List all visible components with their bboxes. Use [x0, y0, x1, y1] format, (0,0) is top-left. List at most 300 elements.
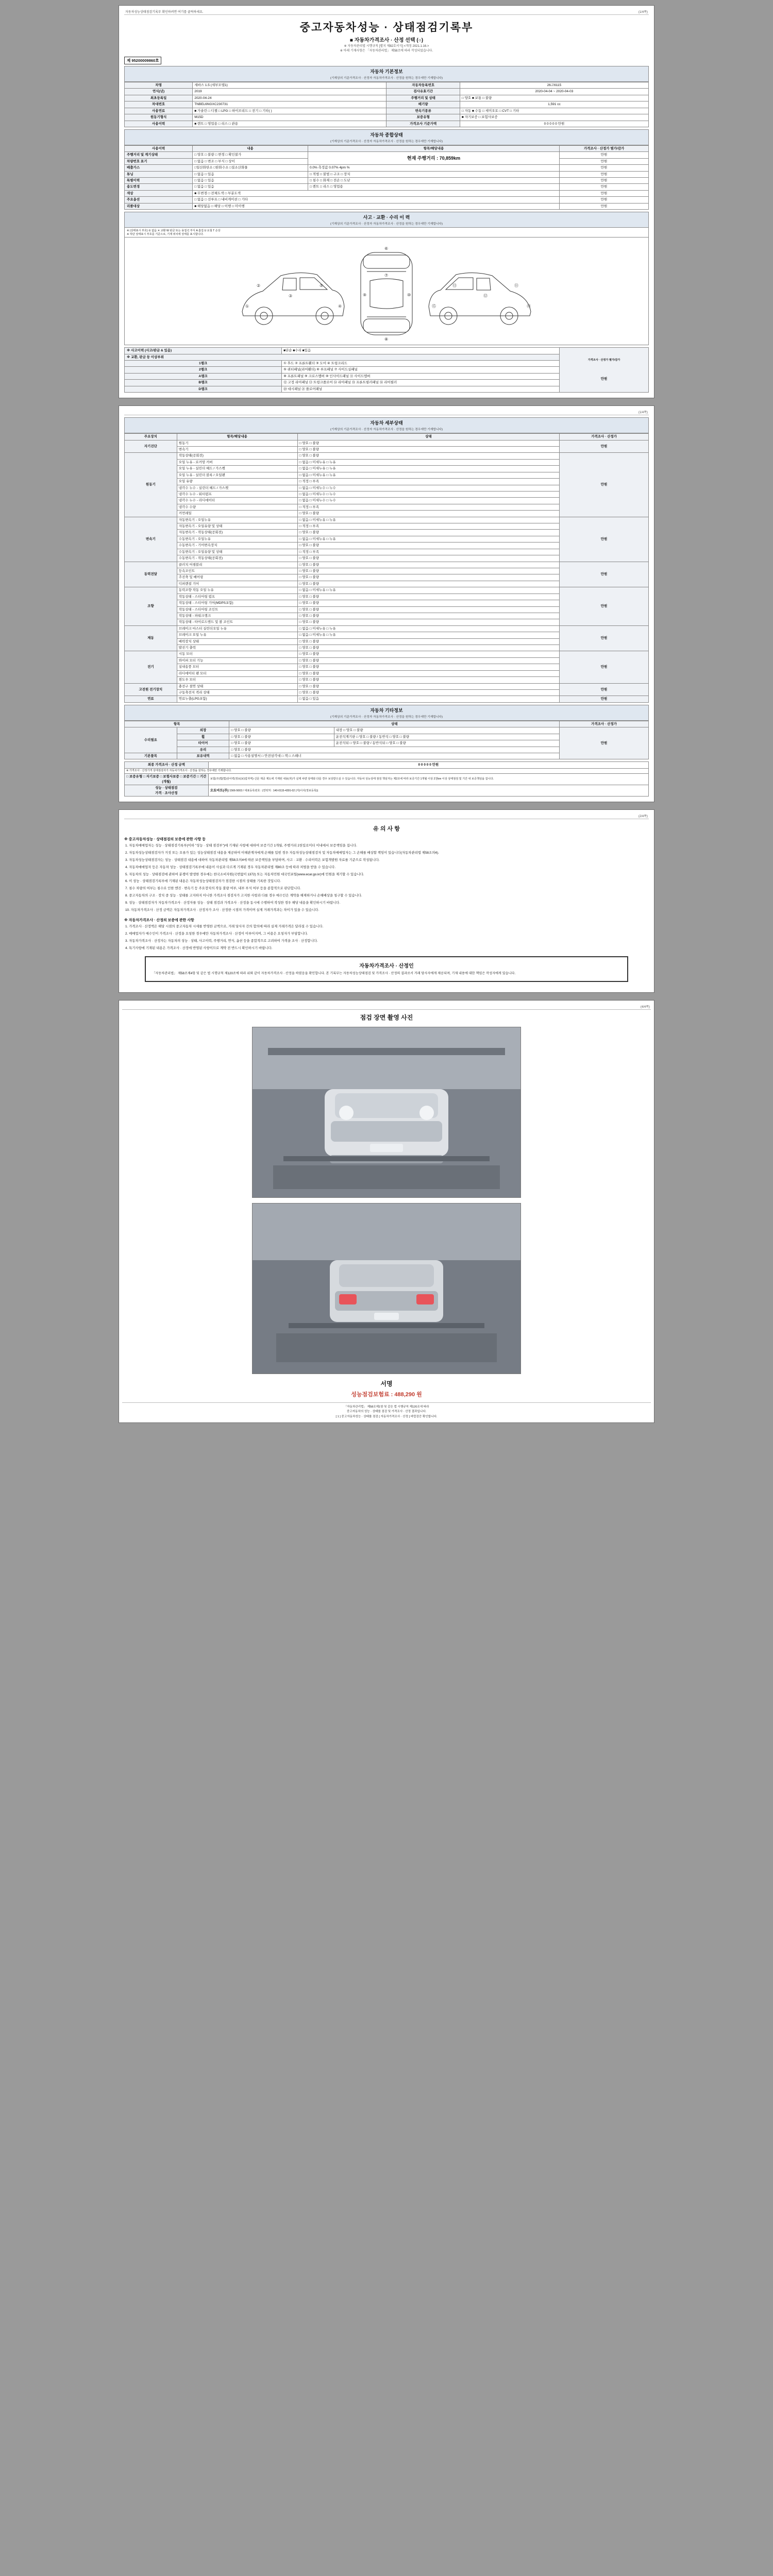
- detail-item-state[interactable]: □ 없음 □ 미세누유 □ 누유: [297, 587, 560, 594]
- accident-answer: ■단순 ■수리 ■있음: [282, 348, 560, 354]
- notice-list-1: [124, 843, 649, 913]
- device-group-7: 고전원 전기장치: [125, 683, 177, 696]
- table-row: [125, 683, 649, 689]
- detail-item-state[interactable]: □ 양호 □ 불량: [297, 511, 560, 517]
- detail-item-state[interactable]: □ 양호 □ 불량: [297, 657, 560, 664]
- detail-item-state[interactable]: □ 양호 □ 불량: [297, 600, 560, 606]
- row-plate-label: 차량번호 표기: [125, 158, 193, 164]
- table-row: [125, 562, 649, 568]
- detail-item-label: 오일 누유 - 로커암 커버: [177, 459, 297, 465]
- other-tire-state: □ 양호 □ 불량: [229, 740, 334, 747]
- inspection-fee: [122, 1390, 651, 1398]
- detail-item-state[interactable]: □ 양호 □ 불량: [297, 664, 560, 670]
- svg-text:⑭: ⑭: [527, 304, 531, 309]
- notice-item-9: 10. 자동차가격조사 · 산정 금액은 자동차가격조사 · 산정자가 조사 · 산정한 시점의 가격이며 실제 거래가격과는 차이가 있을 수 있습니다.: [125, 908, 320, 912]
- accident-legend-1: ※ (상태표시 부호) ① 없음 ✕ 교환 W 판금 또는 용접 C 부식 A 흠집 U 요철 T 손상: [127, 229, 221, 233]
- detail-item-label: 클러치 어셈블리: [177, 562, 297, 568]
- value-transmission: □ 자동 ■ 수동 □ 세미오토 □ CVT □ 기타: [460, 108, 648, 114]
- detail-item-state[interactable]: □ 양호 □ 불량: [297, 543, 560, 549]
- row-special-price: 만원: [560, 178, 649, 184]
- sheet-1: [119, 5, 654, 398]
- seller-label: [125, 785, 209, 796]
- row-tuning-label: 튜닝: [125, 171, 193, 177]
- page-footer: [122, 1402, 651, 1420]
- detail-item-label: 오일 유량: [177, 479, 297, 485]
- col-usage: 사용이력: [125, 145, 193, 151]
- detail-item-label: 작동상태 - 타이로드엔드 및 볼 조인트: [177, 619, 297, 625]
- detail-item-state[interactable]: □ 양호 □ 불량: [297, 440, 560, 446]
- col-other-price: 가격조사 · 산정가: [560, 721, 649, 727]
- table-row: [125, 152, 649, 158]
- row-recall-label: 리콜대상: [125, 203, 193, 209]
- detail-item-label: 와이퍼 모터 기능: [177, 657, 297, 664]
- inspection-photo-front: [252, 1027, 521, 1198]
- row-emission-label: 배출가스: [125, 165, 193, 171]
- table-row: [125, 165, 649, 171]
- detail-item-label: 윈도우 모터: [177, 677, 297, 683]
- detail-item-state[interactable]: □ 양호 □ 불량: [297, 645, 560, 651]
- page-subtitle: ■ 자동차가격조사 · 산정 선택 (○): [349, 38, 424, 43]
- detail-item-state[interactable]: □ 없음 □ 미세누유 □ 누유: [297, 472, 560, 478]
- detail-item-state[interactable]: □ 양호 □ 불량: [297, 619, 560, 625]
- detail-item-state[interactable]: □ 없음 □ 미세누수 □ 누수: [297, 491, 560, 497]
- detail-item-label: 오일 누유 - 실린더 헤드 / 가스켓: [177, 466, 297, 472]
- other-info-table: [124, 721, 649, 760]
- section-overall-band: [124, 129, 649, 145]
- detail-item-label: 원동기: [177, 440, 297, 446]
- parts-value-1: ⑤ 쿼터패널(리어휀더) ⑥ 루프패널 ⑦ 사이드실패널: [282, 367, 560, 373]
- topbar-3-page: (2/4쪽): [638, 815, 648, 819]
- value-displacement: 1,591 cc: [460, 101, 648, 108]
- top-bar: [124, 9, 649, 15]
- photo-front-svg: [253, 1027, 520, 1197]
- svg-text:④: ④: [338, 304, 342, 309]
- device-group-3: 동력전달: [125, 562, 177, 587]
- topbar-page: (1/4쪽): [638, 11, 648, 14]
- table-row: [125, 197, 649, 203]
- fee-amount: 488,290 원: [394, 1391, 422, 1398]
- detail-state-body: [125, 440, 649, 702]
- detail-item-state[interactable]: □ 양호 □ 불량: [297, 574, 560, 581]
- table-row: [125, 651, 649, 657]
- detail-item-state[interactable]: □ 적정 □ 부족: [297, 549, 560, 555]
- detail-item-state[interactable]: □ 없음 □ 있음: [297, 696, 560, 702]
- row-emission-value: 0.0% 측정값 0.07% 4pm %: [308, 165, 559, 171]
- row-options-content: □ 없음 □ 선루프 □ 내비게이션 □ 기타: [193, 197, 560, 203]
- detail-item-label: 오일 누유 - 실린더 블록 / 오일팬: [177, 472, 297, 478]
- topbar-4-page: (4/4쪽): [640, 1005, 650, 1009]
- table-header-row: [125, 721, 649, 727]
- device-group-4: 조향: [125, 587, 177, 626]
- row-color-price: 만원: [560, 190, 649, 196]
- table-row: [125, 203, 649, 209]
- table-row: [125, 727, 649, 734]
- value-first-reg: 2020-04-24: [193, 95, 386, 101]
- detail-item-state[interactable]: □ 양호 □ 불량: [297, 651, 560, 657]
- device-group-price-0: 만원: [560, 440, 649, 453]
- notice-list-2: [124, 924, 649, 952]
- value-engine-type: M15D: [193, 114, 386, 121]
- table-header-row: [125, 145, 649, 151]
- other-int-state: □ 양호 □ 불량: [343, 728, 363, 733]
- other-tire-detail: 운전석뒤 □ 양호 □ 불량 / 동반석뒤 □ 양호 □ 불량: [334, 740, 559, 747]
- label-transmission: 변속기종류: [386, 108, 460, 114]
- stamp-title: 자동차가격조사 · 산정인: [359, 963, 414, 970]
- accident-legend: [124, 228, 649, 238]
- label-base-price: 가격조사 기준가액: [386, 121, 460, 127]
- device-group-price-7: 만원: [560, 683, 649, 696]
- row-options-label: 주요옵션: [125, 197, 193, 203]
- parts-rank-2: A랭크: [125, 373, 282, 379]
- warranty-label: □ 보증유형 □ 자기보증 □ 보험사보증 □ 보증기간 □ 기간(개월): [125, 774, 209, 785]
- signature-label: 서명: [380, 1380, 393, 1387]
- device-group-0: 자기진단: [125, 440, 177, 453]
- detail-item-state[interactable]: □ 양호 □ 불량: [297, 638, 560, 645]
- topbar-left: 자동차성능상태점검기록부 확인하려면 여기를 클릭하세요.: [125, 11, 204, 14]
- notice-item-1: 2. 자동차성능상태점검자가 거짓 또는 오류가 있는 성능상태점검 내용을 제공하여 이해관계자에게 손해를 입힌 경우 자동차성능상태점검자 및 자동차매매업자는 그 손해를 배상할 책임이 있습니다(자동차관리법 제58조의4).: [125, 851, 439, 855]
- label-fuel: 사용연료: [125, 108, 193, 114]
- col-major-device: 주요장치: [125, 434, 177, 440]
- notice-item-2: 3. 자동차성능상태점검자는 성능 · 상태점검 내용에 대하여 자동차관리법 제58조의4에 따른 보증책임을 부담하며, 사고 · 교환 · 수리이력은 보험개발원 자료를 기준으로 작성됩니다.: [125, 858, 380, 862]
- price-assessment-stamp: [145, 956, 628, 981]
- detail-item-state[interactable]: □ 양호 □ 불량: [297, 613, 560, 619]
- parts-rank-4: D랭크: [125, 386, 282, 392]
- other-wheel-detail: 운전석계기판 □ 양호 □ 불량 / 동반석 □ 양호 □ 불량: [334, 734, 559, 740]
- label-usage: 사용이력: [125, 121, 193, 127]
- section-basic-info-band: [124, 66, 649, 82]
- detail-item-label: 실내송풍 모터: [177, 664, 297, 670]
- table-row: [125, 625, 649, 632]
- table-row: [125, 768, 649, 774]
- row-recall-price: 만원: [560, 203, 649, 209]
- detail-item-state[interactable]: □ 없음 □ 미세누유 □ 누유: [297, 459, 560, 465]
- row-plate-price: 만원: [560, 158, 649, 164]
- notice-price-item-3: 4. 특기사항에 기재된 내용은 가격조사 · 산정에 반영된 사항이므로 계약 전 반드시 확인하시기 바랍니다.: [125, 946, 273, 950]
- table-row: [125, 440, 649, 446]
- row-tuning-price: 만원: [560, 171, 649, 177]
- car-diagram-svg: [232, 240, 541, 343]
- device-group-price-2: 만원: [560, 517, 649, 562]
- parts-note-label: ※ 교환, 판금 등 이상부위: [125, 354, 560, 360]
- svg-text:①: ①: [245, 304, 249, 309]
- table-row: [125, 785, 649, 796]
- page-title: 중고자동차성능 · 상태점검기록부: [299, 22, 474, 33]
- detail-item-state[interactable]: □ 양호 □ 불량: [297, 606, 560, 613]
- svg-text:③: ③: [289, 294, 293, 299]
- row-color-content: ■ 무변경 □ 전체도색 □ 부분도색: [193, 190, 560, 196]
- detail-item-label: 수동변속기 - 작동상태(공회전): [177, 555, 297, 562]
- detail-item-label: 배력장치 상태: [177, 638, 297, 645]
- col-state: 상태: [297, 434, 560, 440]
- detail-item-state[interactable]: □ 양호 □ 불량: [297, 562, 560, 568]
- device-group-6: 전기: [125, 651, 177, 683]
- detail-item-label: 등속조인트: [177, 568, 297, 574]
- detail-item-label: 작동상태 - 스티어링 기어(MDPS포함): [177, 600, 297, 606]
- detail-item-label: 디퍼렌셜 기어: [177, 581, 297, 587]
- stamp-body: 「자동차관리법」 제58조제4항 및 같은 법 시행규칙 제120조에 따라 위와 같이 자동차가격조사 · 산정을 하였음을 확인합니다. 본 기록부는 자동차성능상태점검 및 가격조사 · 산정의 결과로서 거래 당사자에게 제공되며, 기재 내용에 대한 책임은 작성자에게 있습니다.: [152, 972, 516, 976]
- svg-text:⑪: ⑪: [514, 283, 518, 289]
- device-group-price-1: 만원: [560, 453, 649, 517]
- detail-item-state[interactable]: □ 적정 □ 부족: [297, 479, 560, 485]
- notice-section-1: ※ 중고자동차성능 · 상태점검의 보증에 관한 사항 등: [124, 838, 206, 842]
- detail-item-state[interactable]: □ 양호 □ 불량: [297, 453, 560, 459]
- detail-item-label: 자동변속기 - 오일유량 및 상태: [177, 523, 297, 530]
- other-int: [334, 727, 559, 734]
- section-basic-info-title: 자동차 기본정보: [370, 69, 403, 74]
- table-row: [125, 348, 649, 354]
- section-basic-info-note: (기재상의 기준가격조사 · 산정자 자동차가격조사 · 산정을 원하는 경우에만 기재합니다): [330, 77, 443, 80]
- row-emission-price: 만원: [560, 165, 649, 171]
- table-row: [125, 89, 649, 95]
- value-year: 2019: [193, 89, 386, 95]
- table-row: [125, 171, 649, 177]
- photos-title: 점검 장면 촬영 사진: [360, 1013, 413, 1021]
- table-row: [125, 82, 649, 89]
- detail-item-label: 구동축전지 격리 상태: [177, 690, 297, 696]
- detail-item-label: 브레이크 오일 누유: [177, 632, 297, 638]
- label-engine-type: 원동기형식: [125, 114, 193, 121]
- section-other-band: [124, 705, 649, 721]
- svg-text:⑥: ⑥: [384, 246, 389, 251]
- notice-title: 유 의 사 항: [373, 826, 400, 833]
- other-tire-label: 타이어: [177, 740, 229, 747]
- row-usechange-label: 용도변경: [125, 184, 193, 190]
- value-mileage-state: □ 양호 ■ 보통 □ 불량: [460, 95, 648, 101]
- table-row: [125, 453, 649, 459]
- topbar-2-left: [125, 411, 126, 414]
- sheet-3: [119, 809, 654, 993]
- detail-item-label: 냉각수 누수 - 실린더 헤드 / 가스켓: [177, 485, 297, 491]
- detail-item-state[interactable]: □ 양호 □ 불량: [297, 683, 560, 689]
- row-tuning-content: □ 없음 □ 있음: [193, 171, 308, 177]
- detail-item-label: 냉각수 누수 - 워터펌프: [177, 491, 297, 497]
- fee-label: 성능점검보험료 :: [351, 1391, 393, 1398]
- row-special-value: □ 침수 □ 화재 □ 전손 □ 도난: [308, 178, 559, 184]
- detail-item-state[interactable]: □ 적정 □ 부족: [297, 523, 560, 530]
- notice-price-item-2: 3. 자동차가격조사 · 산정자는 자동차의 성능 · 상태, 사고이력, 주행거리, 연식, 옵션 등을 종합적으로 고려하여 가격을 조사 · 산정합니다.: [125, 939, 318, 943]
- label-mileage-state: 주행거리 및 상태: [386, 95, 460, 101]
- table-row: [125, 190, 649, 196]
- detail-item-state[interactable]: □ 없음 □ 미세누유 □ 누유: [297, 536, 560, 542]
- accident-history-table: [124, 347, 649, 393]
- table-row: [125, 517, 649, 523]
- top-bar-2: [124, 409, 649, 415]
- accident-price-value: 만원: [600, 377, 608, 381]
- label-plate: 자동차등록번호: [386, 82, 460, 89]
- label-inspection-period: 검사유효기간: [386, 89, 460, 95]
- footer-line-3: [ 1 ] 중고자동차성능 · 상태를 점검 [ 자동차가격조사 · 산정 ] 바랍검증 확인합니다.: [335, 1415, 438, 1418]
- sheet-4: [119, 1000, 654, 1423]
- row-usechange-value: □ 렌트 □ 리스 □ 영업용: [308, 184, 559, 190]
- parts-rank-3: B랭크: [125, 380, 282, 386]
- value-warranty-type: ■ 자기보증 □ 보험사보증: [460, 114, 648, 121]
- top-bar-3: [124, 813, 649, 819]
- detail-item-state[interactable]: □ 양호 □ 불량: [297, 446, 560, 452]
- other-repair-label: 수리필요: [125, 727, 177, 753]
- detail-item-state[interactable]: □ 양호 □ 불량: [297, 530, 560, 536]
- other-wheel-label: 휠: [177, 734, 229, 740]
- detail-item-label: 라디에이터 팬 모터: [177, 670, 297, 676]
- final-price-note: ※ 가격조사 · 산정가격 상태점검자가 자동차가격조사 · 산정을 원하는 경우에만 기재합니다.: [125, 768, 649, 774]
- detail-item-state[interactable]: □ 양호 □ 불량: [297, 594, 560, 600]
- detail-item-label: 발진기 출력: [177, 645, 297, 651]
- section-other-note: (기재상의 기준가격조사 · 산정자 자동차가격조사 · 산정을 원하는 경우에만 기재합니다): [330, 715, 443, 719]
- row-special-content: □ 없음 □ 있음: [193, 178, 308, 184]
- detail-item-label: 자동변속기 - 오일누유: [177, 517, 297, 523]
- detail-item-state[interactable]: □ 양호 □ 불량: [297, 555, 560, 562]
- detail-item-state[interactable]: □ 적정 □ 부족: [297, 504, 560, 510]
- other-ext-state: □ 양호 □ 불량: [229, 727, 334, 734]
- detail-item-state[interactable]: □ 없음 □ 미세누수 □ 누수: [297, 485, 560, 491]
- detail-item-label: 수동변속기 - 기어변속장치: [177, 543, 297, 549]
- table-row: [125, 762, 649, 768]
- final-price-table: [124, 761, 649, 796]
- accident-question: ※ 사고이력 (사고/판금 & 있음): [125, 348, 282, 354]
- notice-item-6: 7. 침수 차량의 여부는 침수로 인한 엔진 · 변속기 등 주요장치의 작동 불량 여부, 내부 부식 여부 등을 종합적으로 판단합니다.: [125, 887, 301, 891]
- svg-text:⑨: ⑨: [363, 293, 367, 298]
- table-row: [125, 121, 649, 127]
- device-group-price-6: 만원: [560, 651, 649, 683]
- final-price-label: 최종 가격조사 · 산정 금액: [125, 762, 209, 768]
- table-row: [125, 184, 649, 190]
- section-other-title: 자동차 기타정보: [370, 707, 403, 713]
- detail-item-label: 자동변속기 - 작동상태(공회전): [177, 530, 297, 536]
- col-other-item: 항목: [125, 721, 229, 727]
- parts-value-2: ⑧ 프론트패널 ⑨ 크로스멤버 ⑩ 인사이드패널 ⑪ 사이드멤버: [282, 373, 560, 379]
- detail-item-label: 작동상태(공회전): [177, 453, 297, 459]
- row-special-label: 특별이력: [125, 178, 193, 184]
- parts-value-3: ⑫ 고정 리어패널 ⑬ 트렁크플로어 ⑭ 리어패널 ⑮ 프론트필러패널 ⑯ 리어필러: [282, 380, 560, 386]
- detail-item-label: 냉각수 수량: [177, 504, 297, 510]
- row-recall-content: ■ 해당없음 □ 해당 □ 이행 □ 미이행: [193, 203, 560, 209]
- row-tuning-value: □ 적법 □ 불법 □ 구조 □ 장치: [308, 171, 559, 177]
- detail-item-state[interactable]: □ 없음 □ 미세누유 □ 누유: [297, 625, 560, 632]
- svg-text:⑮: ⑮: [432, 304, 436, 309]
- photo-rear-svg: [253, 1204, 520, 1374]
- topbar-4-left: [123, 1005, 124, 1008]
- detail-item-state[interactable]: □ 양호 □ 불량: [297, 568, 560, 574]
- label-displacement: 배기량: [386, 101, 460, 108]
- value-fuel: ■ 가솔린 □ 디젤 □ LPG □ 하이브리드 □ 전기 □ 기타( ): [193, 108, 386, 114]
- parts-rank-1: 2랭크: [125, 367, 282, 373]
- device-group-5: 제동: [125, 625, 177, 651]
- seller-name: 오토마트(주): [210, 788, 229, 792]
- value-base-price: 0 0 0 0 0 만원: [460, 121, 648, 127]
- notice-item-0: 1. 자동차매매업자는 성능 · 상태점검기록부(이하 "성능 · 상태 점검부")에 기재된 사항에 대하여 보증기간 1개월, 주행거리 2천킬로미터 이내에서 보증책임을 집니다.: [125, 844, 357, 848]
- inspection-photo-rear: [252, 1203, 521, 1374]
- col-price: 가격조사 · 산정가 별가/감가: [560, 145, 649, 151]
- detail-item-state[interactable]: □ 양호 □ 불량: [297, 690, 560, 696]
- row-usechange-price: 만원: [560, 184, 649, 190]
- parts-rank-0: [125, 361, 282, 367]
- table-row: [125, 774, 649, 785]
- overall-state-table: [124, 145, 649, 210]
- table-row: [125, 114, 649, 121]
- footer-line-2: 중고자동차의 성능 · 상태를 점검 및 가격조사 · 산정 결과입니다.: [346, 1410, 427, 1414]
- row-options-price: 만원: [560, 197, 649, 203]
- detail-item-state[interactable]: □ 없음 □ 미세누수 □ 누수: [297, 498, 560, 504]
- detail-item-label: 충전구 절연 상태: [177, 683, 297, 689]
- value-carname: 세바스 1.5 (세부모델1): [193, 82, 386, 89]
- row-usechange-content: □ 없음 □ 있음: [193, 184, 308, 190]
- section-accident-note: (기재상의 기준가격조사 · 산정자 자동차가격조사 · 산정을 원하는 경우에만 기재합니다): [330, 223, 443, 226]
- notice-item-7: 8. 중고자동차의 구조 · 장치 중 성능 · 상태를 고지하지 아니한 가격조사 점검자가 고지한 사항과 다를 경우 매수인은 계약을 해제하거나 손해배상을 청구할 수 있습니다.: [125, 894, 362, 898]
- table-header-row: [125, 434, 649, 440]
- detail-item-label: 동력조향 작동 오일 누유: [177, 587, 297, 594]
- detail-item-state[interactable]: □ 양호 □ 불량: [297, 677, 560, 683]
- device-group-2: 변속기: [125, 517, 177, 562]
- value-inspection-period: 2020-04-04 ~ 2020-04-03: [460, 89, 648, 95]
- detail-item-state[interactable]: □ 없음 □ 미세누유 □ 누유: [297, 466, 560, 472]
- notice-price-item-0: 1. 가격조사 · 산정액은 해당 시점의 중고자동차 시세를 반영한 금액으로, 거래 당사자 간의 합의에 따라 실제 거래가격은 달라질 수 있습니다.: [125, 924, 324, 928]
- detail-item-label: 시동 모터: [177, 651, 297, 657]
- device-group-8: 연료: [125, 696, 177, 702]
- seller-info: [208, 785, 648, 796]
- section-accident-title: 사고 · 교환 · 수리 이 력: [363, 215, 410, 221]
- label-vin: 차대번호: [125, 101, 193, 108]
- svg-text:⑫: ⑫: [483, 294, 488, 299]
- section-detail-band: [124, 417, 649, 433]
- label-first-reg: 최초등록일: [125, 95, 193, 101]
- other-basic-item: 보유내역: [177, 753, 229, 759]
- seller-contact: 1566-5003 / 대표등록번호 : (연락처 : 140-0115-4391-02 (자)이사(정보등록)): [229, 789, 318, 792]
- row-mileage-label: 주행거리 및 계기상태: [125, 152, 193, 158]
- col-other-state: 상태: [229, 721, 560, 727]
- topbar-2-page: (1/4쪽): [638, 411, 648, 415]
- notice-item-4: 5. 자동차의 성능 · 상태점검에 관하여 분쟁이 발생한 경우에는 한국소비자원(국번없이 1372) 또는 자동차민원 대국민포털(www.ecar.go.kr)에 민원을 제기할 수 있습니다.: [125, 872, 364, 876]
- detail-item-state[interactable]: □ 양호 □ 불량: [297, 670, 560, 676]
- svg-text:②: ②: [257, 283, 261, 289]
- notice-item-3: 4. 자동차매매업자 등은 자동차 성능 · 상태점검기록부에 내용이 사실과 다르게 기재된 경우 자동차관리법 제80조 등에 따라 처벌을 받을 수 있습니다.: [125, 865, 336, 869]
- basic-info-table: [124, 82, 649, 127]
- document-page: [0, 5, 773, 2576]
- car-diagram: [124, 238, 649, 345]
- other-basic-state: □ 없음 □ 사용설명서 □ 안전삼각대 □ 잭 □ 스패너: [229, 753, 560, 759]
- detail-item-state[interactable]: □ 없음 □ 미세누유 □ 누유: [297, 517, 560, 523]
- detail-item-label: 작동상태 - 스티어링 펌프: [177, 594, 297, 600]
- footer-line-1: 「자동차관리법」 제58조제1항 및 같은 법 시행규칙 제120조에 따라: [344, 1405, 429, 1409]
- top-bar-4: [122, 1004, 651, 1010]
- row-mileage-value: 현재 주행거리 : 70,859km: [308, 152, 559, 165]
- row-emission-content: □일산화탄소 □탄화수소 □질소산화물: [193, 165, 308, 171]
- accident-legend-2: ※ 하단 상태표시 부호를 기준으로, 기재 위치에 상태를 표시합니다.: [127, 233, 204, 236]
- other-price-cell: 만원: [560, 727, 649, 759]
- svg-text:⑧: ⑧: [384, 337, 389, 342]
- document-number: 제 95200009860호: [124, 57, 161, 64]
- device-group-1: 원동기: [125, 453, 177, 517]
- topbar-3-left: [125, 815, 126, 818]
- label-warranty-type: 보증유형: [386, 114, 460, 121]
- accident-price-label: 가격조사 · 산정가 별가/감가: [587, 358, 620, 362]
- table-row: [125, 587, 649, 594]
- other-wheel-state: □ 양호 □ 불량: [229, 734, 334, 740]
- label-year: 연식(년): [125, 89, 193, 95]
- other-glass-label: 유리: [177, 747, 229, 753]
- page-desc: [124, 44, 649, 54]
- other-basic-label: 기본품목: [125, 753, 177, 759]
- notice-item-5: 6. 이 성능 · 상태점검기록부에 기재된 내용은 자동차성능상태점검자가 점검한 시점의 상태를 기록한 것입니다.: [125, 879, 281, 884]
- detail-item-state[interactable]: □ 양호 □ 불량: [297, 581, 560, 587]
- other-glass-state: □ 양호 □ 불량: [229, 747, 560, 753]
- table-row: [125, 178, 649, 184]
- detail-item-label: 커먼레일: [177, 511, 297, 517]
- table-row: [125, 101, 649, 108]
- value-usage: ■ 렌트 □ 영업용 □ 리스 □ 관용: [193, 121, 386, 127]
- detail-item-state[interactable]: □ 없음 □ 미세누유 □ 누유: [297, 632, 560, 638]
- device-group-price-3: 만원: [560, 562, 649, 587]
- other-int-label: 내장: [335, 728, 343, 733]
- detail-state-table: [124, 433, 649, 703]
